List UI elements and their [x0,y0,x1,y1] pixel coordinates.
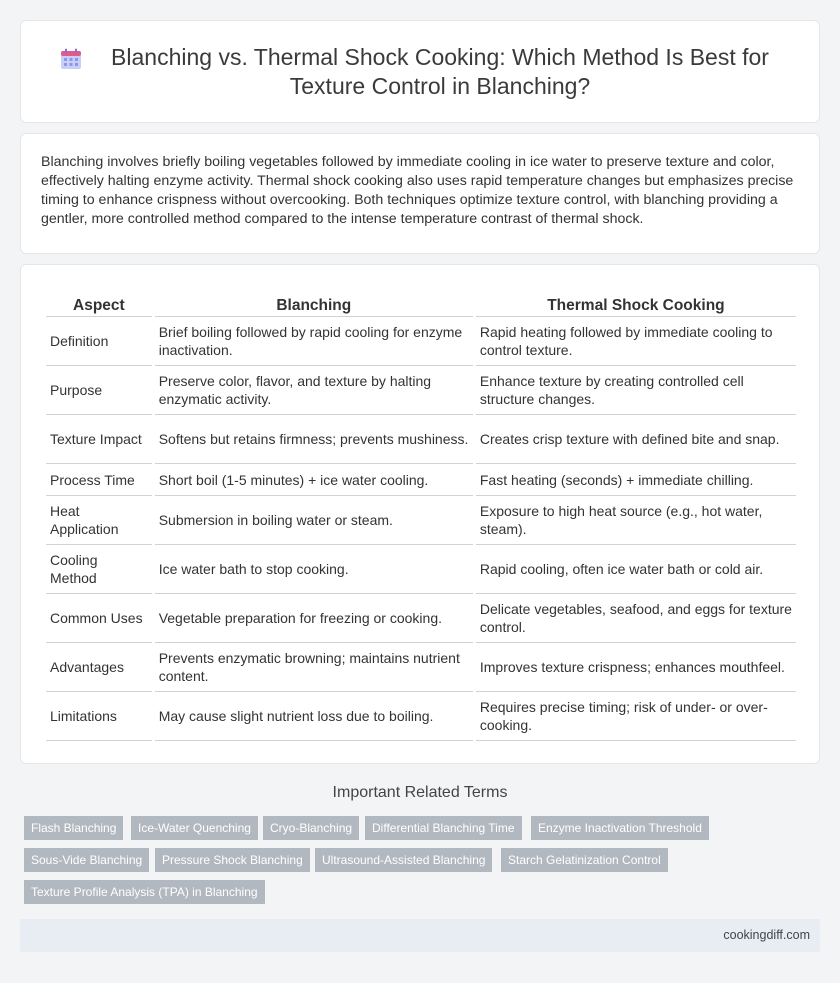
table-row [46,366,796,415]
column-header: Aspect [46,295,152,317]
table-cell-aspect: Purpose [46,366,152,415]
table-cell-aspect: Texture Impact [46,415,152,464]
table-cell-thermal-shock: Requires precise timing; risk of under- or over-cooking. [476,692,796,741]
related-term-tag[interactable]: Ultrasound-Assisted Blanching [315,848,492,872]
footer-site-link[interactable]: cookingdiff.com [723,928,810,942]
column-header: Thermal Shock Cooking [476,295,796,317]
column-header: Blanching [155,295,473,317]
table-cell-blanching: Ice water bath to stop cooking. [155,545,473,594]
table-cell-thermal-shock: Rapid heating followed by immediate cooling to control texture. [476,317,796,366]
table-cell-blanching: Prevents enzymatic browning; maintains nutrient content. [155,643,473,692]
table-cell-blanching: Vegetable preparation for freezing or cooking. [155,594,473,643]
table-row [46,643,796,692]
table-cell-blanching: May cause slight nutrient loss due to boiling. [155,692,473,741]
table-cell-thermal-shock: Creates crisp texture with defined bite and snap. [476,415,796,464]
related-term-tag[interactable]: Cryo-Blanching [263,816,359,840]
related-term-tag[interactable]: Flash Blanching [24,816,123,840]
table-cell-thermal-shock: Fast heating (seconds) + immediate chilling. [476,464,796,496]
table-row [46,496,796,545]
table-cell-aspect: Definition [46,317,152,366]
table-cell-blanching: Short boil (1-5 minutes) + ice water cooling. [155,464,473,496]
table-cell-aspect: Heat Application [46,496,152,545]
related-term-tag[interactable]: Enzyme Inactivation Threshold [531,816,709,840]
related-terms-heading: Important Related Terms [332,784,508,801]
table-cell-thermal-shock: Rapid cooling, often ice water bath or cold air. [476,545,796,594]
table-row [46,415,796,464]
table-cell-thermal-shock: Exposure to high heat source (e.g., hot water, steam). [476,496,796,545]
table-cell-thermal-shock: Delicate vegetables, seafood, and eggs for texture control. [476,594,796,643]
related-term-tag[interactable]: Texture Profile Analysis (TPA) in Blanching [24,880,265,904]
table-cell-aspect: Advantages [46,643,152,692]
related-term-tag[interactable]: Ice-Water Quenching [131,816,258,840]
table-cell-thermal-shock: Enhance texture by creating controlled cell structure changes. [476,366,796,415]
table-row [46,692,796,741]
table-cell-aspect: Common Uses [46,594,152,643]
related-term-tag[interactable]: Pressure Shock Blanching [155,848,310,872]
related-term-tag[interactable]: Sous-Vide Blanching [24,848,149,872]
related-term-tag[interactable]: Starch Gelatinization Control [501,848,668,872]
intro-card [20,133,820,254]
table-cell-blanching: Preserve color, flavor, and texture by halting enzymatic activity. [155,366,473,415]
table-cell-aspect: Cooling Method [46,545,152,594]
table-row [46,594,796,643]
table-cell-aspect: Limitations [46,692,152,741]
table-header-row [46,295,796,317]
page-title: Blanching vs. Thermal Shock Cooking: Which Method Is Best for Texture Control in Blanching? [111,43,769,99]
footer [20,919,820,952]
table-cell-blanching: Brief boiling followed by rapid cooling for enzyme inactivation. [155,317,473,366]
header-card [20,20,820,123]
comparison-table [43,295,799,741]
related-term-tag[interactable]: Differential Blanching Time [365,816,522,840]
comparison-table-card [20,264,820,764]
table-row [46,464,796,496]
table-cell-blanching: Softens but retains firmness; prevents mushiness. [155,415,473,464]
table-row [46,545,796,594]
table-row [46,317,796,366]
intro-paragraph: Blanching involves briefly boiling vegetables followed by immediate cooling in ice water to preserve texture and color, effectively halting enzyme activity. Thermal shock cooking also uses rapid temperature changes but emphasizes precise timing to enhance crispness without overcooking. Both techniques optimize texture control, with blanching providing a gentler, more controlled method compared to the intense temperature contrast of thermal shock. [41,154,794,227]
table-cell-blanching: Submersion in boiling water or steam. [155,496,473,545]
table-cell-aspect: Process Time [46,464,152,496]
table-cell-thermal-shock: Improves texture crispness; enhances mouthfeel. [476,643,796,692]
